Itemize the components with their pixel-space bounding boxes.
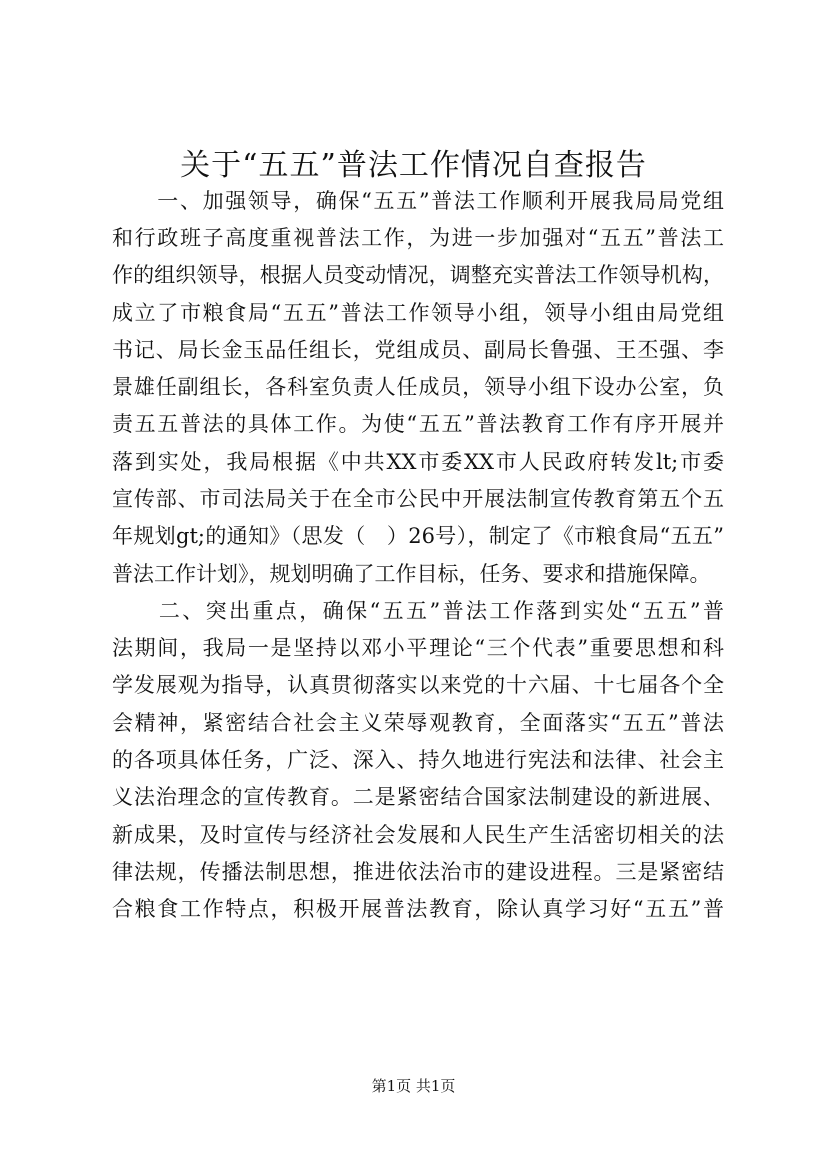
body-line-6: 景雄任副组长，各科室负责人任成员，领导小组下设办公室，负 (112, 375, 724, 399)
body-line-7: 责五五普法的具体工作。为使“五五”普法教育工作有序开展并 (112, 412, 724, 436)
body-line-3: 作的组织领导，根据人员变动情况，调整充实普法工作领导机构， (112, 263, 724, 287)
body-line-8: 落到实处，我局根据《中共XX市委XX市人民政府转发lt;市委 (112, 450, 724, 474)
body-line-20: 合粮食工作特点，积极开展普法教育，除认真学习好“五五”普 (112, 897, 724, 921)
body-line-10: 年规划gt;的通知》（思发（ ）26号），制定了《市粮食局“五五” (112, 524, 724, 548)
body-line-5: 书记、局长金玉品任组长，党组成员、副局长鲁强、王丕强、李 (112, 338, 724, 362)
body-line-9: 宣传部、市司法局关于在全市公民中开展法制宣传教育第五个五 (112, 487, 724, 511)
document-title: 关于“五五”普法工作情况自查报告 (180, 148, 647, 183)
body-line-1: 一、加强领导，确保“五五”普法工作顺利开展我局局党组 (112, 189, 724, 213)
body-line-11: 普法工作计划》，规划明确了工作目标，任务、要求和措施保障。 (112, 562, 711, 586)
body-line-12: 二、突出重点，确保“五五”普法工作落到实处“五五”普 (112, 599, 724, 623)
page-footer: 第1页 共1页 (371, 1077, 456, 1095)
body-line-4: 成立了市粮食局“五五”普法工作领导小组，领导小组由局党组 (112, 301, 724, 325)
body-line-2: 和行政班子高度重视普法工作，为进一步加强对“五五”普法工 (112, 226, 724, 250)
body-line-13: 法期间，我局一是坚持以邓小平理论“三个代表”重要思想和科 (112, 636, 724, 660)
body-line-17: 义法治理念的宣传教育。二是紧密结合国家法制建设的新进展、 (112, 785, 724, 809)
body-line-16: 的各项具体任务，广泛、深入、持久地进行宪法和法律、社会主 (112, 748, 724, 772)
body-line-19: 律法规，传播法制思想，推进依法治市的建设进程。三是紧密结 (112, 860, 724, 884)
body-line-15: 会精神，紧密结合社会主义荣辱观教育，全面落实“五五”普法 (112, 711, 724, 735)
body-line-14: 学发展观为指导，认真贯彻落实以来党的十六届、十七届各个全 (112, 673, 724, 697)
body-line-18: 新成果，及时宣传与经济社会发展和人民生产生活密切相关的法 (112, 823, 724, 847)
